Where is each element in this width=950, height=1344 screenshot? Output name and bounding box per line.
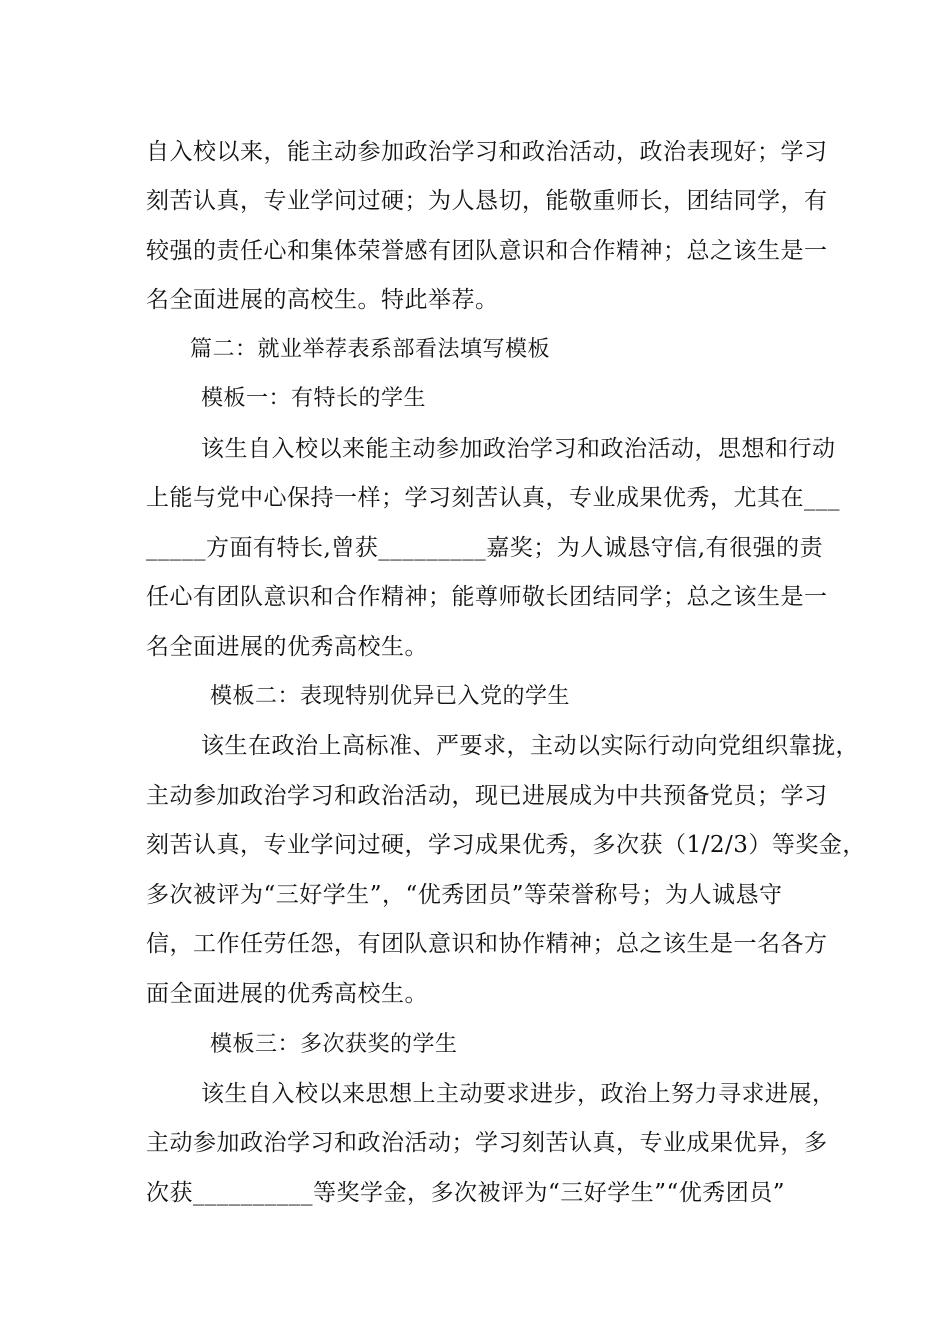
paragraph-line: 该生自入校以来思想上主动要求进步，政治上努力寻求进展， [201,1081,836,1107]
paragraph-line: 自入校以来，能主动参加政治学习和政治活动，政治表现好；学习 [146,139,828,165]
paragraph-line: 任心有团队意识和合作精神；能尊师敬长团结同学；总之该生是一 [146,584,828,610]
section-heading: 篇二：就业举荐表系部看法填写模板 [190,337,551,362]
paragraph-line: 上能与党中心保持一样；学习刻苦认真，专业成果优秀，尤其在___ [146,485,840,511]
paragraph-line: 刻苦认真，专业学问过硬，学习成果优秀，多次获（1/2/3）等奖金， [146,832,866,858]
paragraph-line: 名全面进展的优秀高校生。 [146,634,428,660]
paragraph-line: 主动参加政治学习和政治活动，现已进展成为中共预备党员；学习 [146,783,828,809]
paragraph-line: 刻苦认真，专业学问过硬；为人恳切，能敬重师长，团结同学，有 [146,188,828,214]
paragraph-line: 主动参加政治学习和政治活动；学习刻苦认真，专业成果优异，多 [146,1130,828,1156]
paragraph-line: 多次被评为“三好学生”，“优秀团员”等荣誉称号；为人诚恳守 [146,882,783,908]
paragraph-line: 信，工作任劳任怨，有团队意识和协作精神；总之该生是一名各方 [146,931,828,957]
paragraph-line: 该生自入校以来能主动参加政治学习和政治活动，思想和行动 [201,436,836,462]
paragraph-line: _____方面有特长,曾获_________嘉奖；为人诚恳守信,有很强的责 [146,535,824,561]
template-heading: 模板一：有特长的学生 [201,386,427,411]
paragraph-line: 该生在政治上高标准、严要求，主动以实际行动向党组织靠拢， [201,733,859,759]
paragraph-line: 较强的责任心和集体荣誉感有团队意识和合作精神；总之该生是一 [146,238,828,264]
paragraph-line: 面全面进展的优秀高校生。 [146,981,428,1007]
paragraph-line: 名全面进展的高校生。特此举荐。 [146,287,499,313]
template-heading: 模板二：表现特别优异已入党的学生 [210,684,571,709]
template-heading: 模板三：多次获奖的学生 [210,1032,458,1057]
paragraph-line: 次获__________等奖学金，多次被评为“三好学生”“优秀团员” [146,1180,786,1206]
